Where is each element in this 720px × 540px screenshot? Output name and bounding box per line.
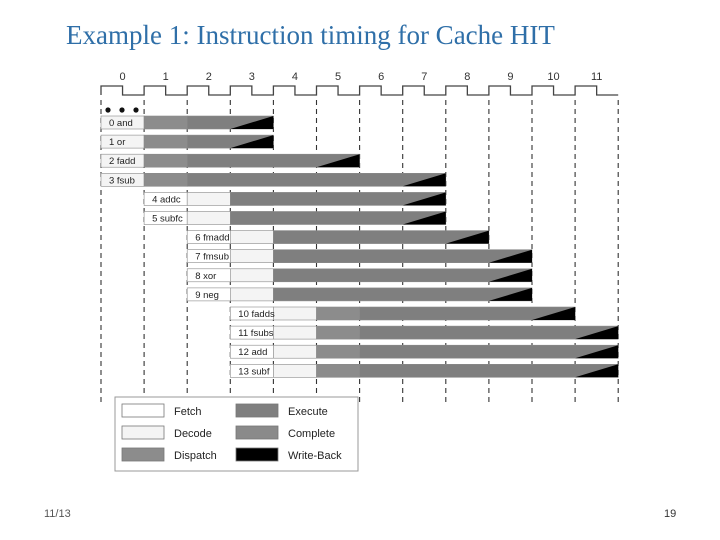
instruction-row bbox=[187, 288, 532, 301]
legend-swatch-decode bbox=[122, 426, 164, 439]
continuation-dot bbox=[119, 107, 124, 112]
decode-stage bbox=[273, 307, 316, 320]
instruction-label: 4 addc bbox=[152, 194, 181, 206]
continuation-dots bbox=[105, 107, 138, 112]
decode-stage bbox=[230, 250, 273, 263]
instruction-row bbox=[230, 345, 618, 358]
dispatch-stage bbox=[317, 345, 360, 358]
dispatch-stage bbox=[317, 364, 360, 377]
footer-date: 11/13 bbox=[44, 508, 71, 520]
instruction-row bbox=[187, 269, 532, 282]
continuation-dot bbox=[105, 107, 110, 112]
clock-signal bbox=[101, 86, 618, 95]
instruction-label: 9 neg bbox=[195, 289, 219, 301]
cycle-label-8: 8 bbox=[464, 71, 471, 83]
cycle-label-9: 9 bbox=[507, 71, 514, 83]
decode-stage bbox=[230, 269, 273, 282]
clock-cycle-labels bbox=[119, 71, 602, 83]
instruction-row bbox=[144, 192, 446, 205]
execute-stage bbox=[360, 364, 619, 377]
instruction-label: 12 add bbox=[238, 347, 268, 359]
dispatch-stage bbox=[144, 173, 187, 186]
instruction-row bbox=[101, 173, 446, 186]
instruction-row bbox=[230, 307, 575, 320]
legend-label-writeback: Write-Back bbox=[288, 450, 342, 462]
instruction-row bbox=[230, 364, 618, 377]
dispatch-stage bbox=[317, 307, 360, 320]
instruction-row bbox=[101, 135, 273, 148]
execute-stage bbox=[273, 269, 532, 282]
decode-stage bbox=[230, 231, 273, 244]
instruction-label: 8 xor bbox=[195, 270, 217, 282]
decode-stage bbox=[187, 192, 230, 205]
instruction-label: 11 fsubs bbox=[238, 328, 274, 340]
instruction-row bbox=[187, 250, 532, 263]
instruction-label: 6 fmadd bbox=[195, 232, 230, 244]
execute-stage bbox=[187, 173, 446, 186]
instruction-row bbox=[230, 326, 618, 339]
instruction-row bbox=[101, 116, 273, 129]
instruction-label: 2 fadd bbox=[109, 156, 136, 168]
decode-stage bbox=[273, 364, 316, 377]
cycle-label-0: 0 bbox=[119, 71, 126, 83]
cycle-label-6: 6 bbox=[378, 71, 385, 83]
dispatch-stage bbox=[317, 326, 360, 339]
cycle-label-7: 7 bbox=[421, 71, 428, 83]
execute-stage bbox=[273, 250, 532, 263]
execute-stage bbox=[360, 345, 619, 358]
legend-swatch-writeback bbox=[236, 448, 278, 461]
legend-label-dispatch: Dispatch bbox=[174, 450, 217, 462]
legend-swatch-dispatch bbox=[122, 448, 164, 461]
legend-label-decode: Decode bbox=[174, 428, 212, 440]
cycle-label-3: 3 bbox=[248, 71, 255, 83]
legend-swatch-fetch bbox=[122, 404, 164, 417]
decode-stage bbox=[187, 212, 230, 225]
cycle-label-10: 10 bbox=[547, 71, 560, 83]
decode-stage bbox=[273, 345, 316, 358]
slide-title: Example 1: Instruction timing for Cache HIT bbox=[66, 20, 555, 50]
instruction-row bbox=[187, 231, 489, 244]
legend-label-fetch: Fetch bbox=[174, 406, 202, 418]
cycle-label-2: 2 bbox=[205, 71, 212, 83]
instruction-label: 10 fadds bbox=[238, 309, 275, 320]
dispatch-stage bbox=[144, 154, 187, 167]
decode-stage bbox=[230, 288, 273, 301]
instruction-label: 5 subfc bbox=[152, 213, 183, 225]
instruction-label: 3 fsub bbox=[109, 175, 135, 187]
instruction-label: 1 or bbox=[109, 137, 126, 149]
instruction-row bbox=[101, 154, 360, 167]
legend-label-complete: Complete bbox=[288, 428, 336, 440]
dispatch-stage bbox=[144, 135, 187, 148]
legend-label-execute: Execute bbox=[288, 406, 328, 418]
instruction-row bbox=[144, 212, 446, 225]
instruction-label: 13 subf bbox=[238, 366, 270, 378]
page-number: 19 bbox=[664, 508, 677, 520]
legend-swatch-complete bbox=[236, 426, 278, 439]
cycle-label-1: 1 bbox=[162, 71, 169, 83]
execute-stage bbox=[360, 326, 619, 339]
continuation-dot bbox=[133, 107, 138, 112]
clock-waveform bbox=[101, 86, 618, 95]
legend-swatch-execute bbox=[236, 404, 278, 417]
instruction-label: 0 and bbox=[109, 118, 133, 129]
instruction-label: 7 fmsub bbox=[195, 251, 229, 263]
dispatch-stage bbox=[144, 116, 187, 129]
cycle-label-4: 4 bbox=[291, 71, 299, 83]
cycle-label-11: 11 bbox=[590, 71, 603, 83]
legend bbox=[115, 397, 358, 471]
cycle-label-5: 5 bbox=[334, 71, 342, 83]
execute-stage bbox=[273, 288, 532, 301]
decode-stage bbox=[273, 326, 316, 339]
